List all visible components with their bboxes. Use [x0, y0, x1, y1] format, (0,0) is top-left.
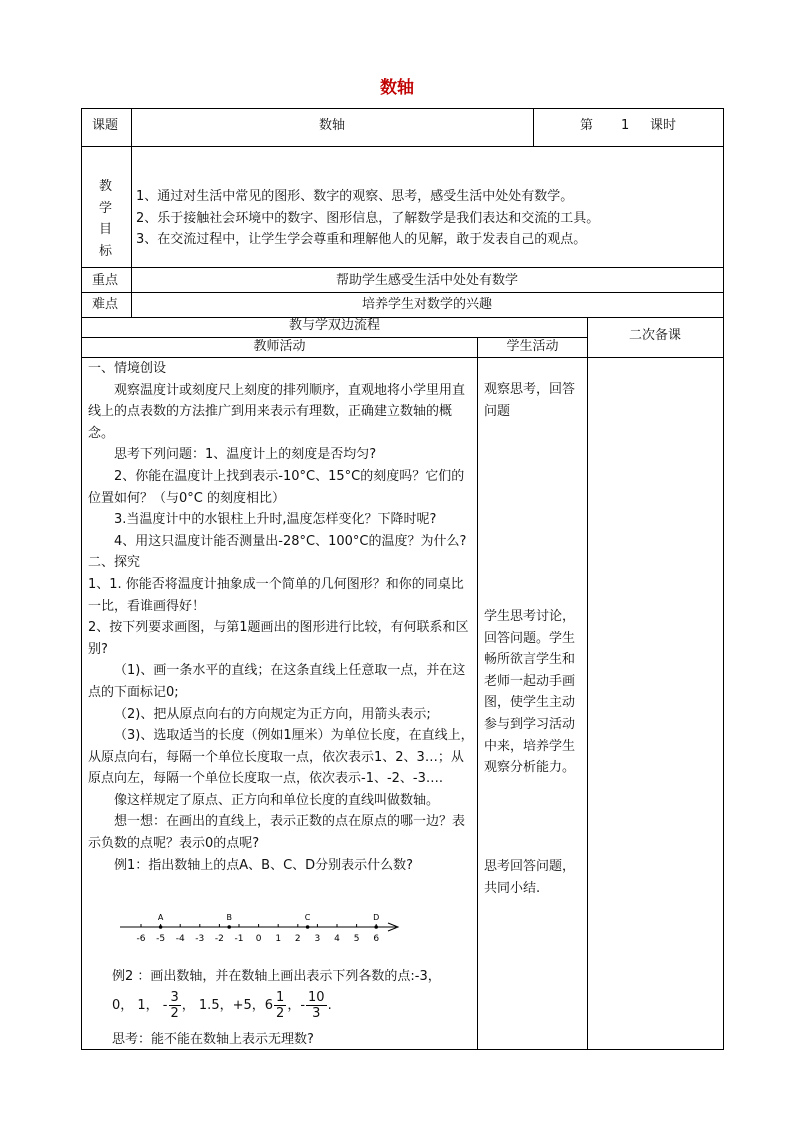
student-activity-3: 思考回答问题，共同小结.: [484, 859, 576, 896]
tick-label: 4: [334, 934, 340, 944]
point-marker: [374, 925, 378, 929]
number-line-chart: [118, 905, 408, 945]
difficulty-value: 培养学生对数学的兴趣: [361, 297, 492, 312]
tick-label: 2: [294, 934, 301, 944]
col-divider: [533, 109, 534, 146]
lesson-value: 数轴: [318, 118, 345, 133]
row-divider: [82, 146, 723, 147]
document-title: 数轴: [380, 78, 414, 98]
tick-label: -3: [195, 934, 205, 944]
section-heading: 一、情境创设: [88, 361, 167, 376]
tick-label: 5: [353, 934, 360, 944]
point-marker: [227, 925, 231, 929]
col-divider: [477, 337, 478, 1049]
teacher-activity: 一、情境创设 观察温度计或刻度尺上刻度的排列顺序，直观地将小学里用直线上的点表数的方法推广到用来表示有理数，正确建立数轴的概念。 思考下列问题：1、温度计上的刻度是否均匀? 2、你能在温度计上找到表示-10°C、15°C的刻度吗？它们的位置如何？（与0°C 的刻度相比） 3.当温度计中的水银柱上升时,温度怎样变化？下降时呢? 4、用这只温度计能否测量出-28°C、100°C的温度？为什么? 二、探究 1、1. 你能否将温度计抽象成一个简单的几何图形？和你的同桌比一比，看谁画得好！ 2、按下列要求画图，与第1题画出的图形进行比较，有何联系和区别? （1)、画一条水平的直线；在这条直线上任意取一点，并在这点的下面标记0; （2)、把从原点向右的方向规定为正方向，用箭头表示; （3)、选取适当的长度（例如1厘米）为单位长度，在直线上，从原点向右，每隔一个单位长度取一点，依次表示1、2、3…；从原点向左，每隔一个单位长度取一点，依次表示-1、-2、-3…. 像这样规定了原点、正方向和单位长度的直线叫做数轴。 想一想：在画出的直线上，表示正数的点在原点的哪一边？表示负数的点呢？表示0的点呢? 例1：指出数轴上的点A、B、C、D分别表示什么数?: [88, 358, 474, 876]
objectives-list: [136, 186, 599, 251]
example2-text: 例2 ：画出数轴，并在数轴上画出表示下列各数的点:-3，: [112, 969, 441, 984]
tick-label: -1: [234, 934, 244, 944]
period-number: 1: [621, 118, 630, 133]
row-divider: [82, 267, 723, 268]
period-prefix: 第: [580, 118, 594, 133]
tick-label: -4: [175, 934, 185, 944]
teacher-header: 教师活动: [253, 339, 306, 354]
flow-title: 教与学双边流程: [288, 318, 380, 333]
focus-value: 帮助学生感受生活中处处有数学: [335, 273, 518, 288]
lesson-label: 课题: [92, 118, 119, 133]
point-marker: [306, 925, 310, 929]
tick-label: 3: [314, 934, 321, 944]
tick-label: -5: [156, 934, 166, 944]
point-label: D: [373, 913, 380, 922]
objective-item: 3、在交流过程中，让学生学会尊重和理解他人的见解，敢于发表自己的观点。: [136, 232, 587, 248]
notes-header: 二次备课: [628, 328, 681, 343]
tick-label: 0: [255, 934, 262, 944]
fraction: $\frac{3}{2}$: [170, 990, 179, 1021]
section-heading: 二、探究: [88, 555, 141, 571]
objective-item: 2、乐于接触社会环境中的数字、图形信息，了解数学是我们表达和交流的工具。: [136, 210, 600, 226]
example2-numbers: 0， 1， - $\frac{3}{2}$ ， 1.5，+5，6 $\frac{1}{2}$ ，- $\frac{10}{3}$ .: [112, 990, 332, 1021]
fraction: $\frac{10}{3}$: [308, 990, 325, 1021]
point-label: B: [226, 913, 232, 922]
focus-label: 重点: [92, 273, 119, 288]
fraction: $\frac{1}{2}$: [276, 990, 285, 1021]
tick-label: -6: [136, 934, 146, 944]
point-marker: [159, 925, 163, 929]
student-activity-1: 观察思考，回答问题: [484, 382, 576, 419]
difficulty-label: 难点: [92, 297, 119, 312]
col-divider: [587, 317, 588, 1049]
final-question: 思考：能不能在数轴上表示无理数?: [112, 1032, 314, 1047]
tick-label: -2: [214, 934, 224, 944]
tick-label: 1: [275, 934, 282, 944]
student-activity-2: 学生思考讨论，回答问题。学生畅所欲言学生和老师一起动手画图，使学生主动参与到学习活动中来，培养学生观察分析能力。: [484, 609, 576, 776]
period-suffix: 课时: [650, 118, 677, 133]
row-divider: [82, 292, 723, 293]
point-label: A: [157, 913, 164, 922]
objective-item: 1、通过对生活中常见的图形、数字的观察、思考，感受生活中处处有数学。: [136, 189, 574, 204]
tick-label: 6: [373, 934, 380, 944]
student-header: 学生活动: [506, 339, 559, 354]
objectives-label: 教 学 目 标: [99, 179, 113, 259]
point-label: C: [304, 913, 311, 922]
